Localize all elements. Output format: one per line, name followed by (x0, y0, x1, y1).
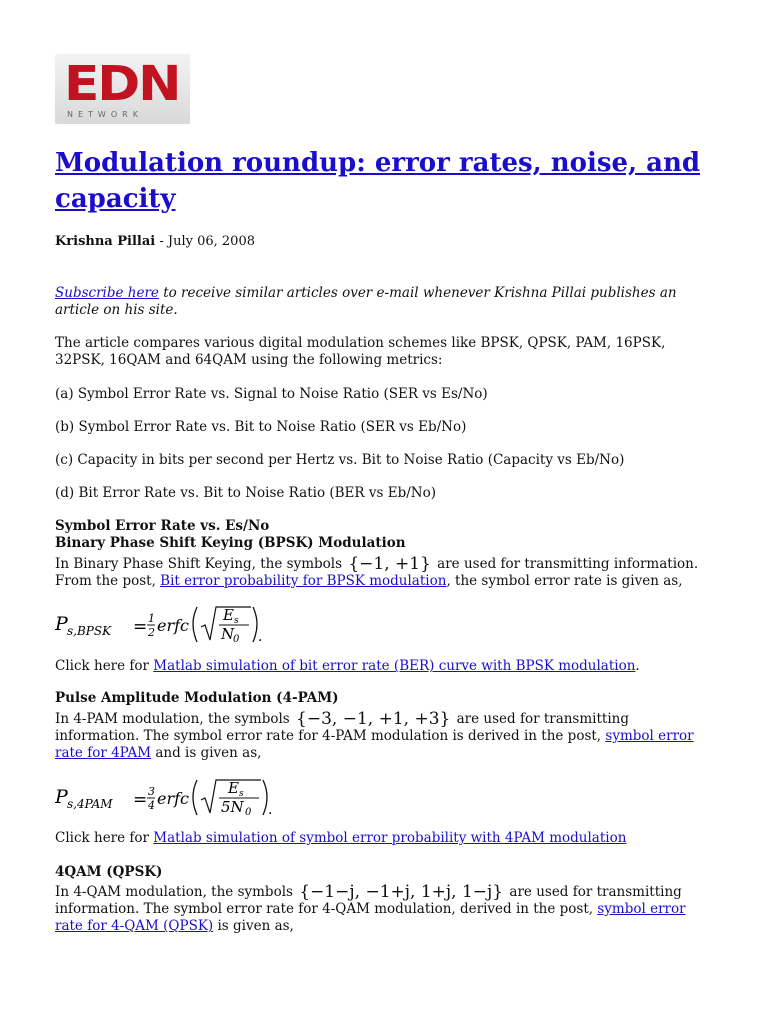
metric-item: (b) Symbol Error Rate vs. Bit to Noise Ratio (SER vs Eb/No) (55, 419, 467, 435)
bpsk-text: , the symbol error rate is given as, (446, 573, 683, 589)
logo-subtitle: NETWORK (67, 110, 143, 119)
section-heading-block (55, 518, 715, 552)
bpsk-paragraph (55, 556, 715, 590)
eq-lhs: P (55, 786, 68, 808)
bpsk-click-paragraph (55, 658, 715, 675)
pam-equation (55, 776, 285, 818)
svg-text:=: = (133, 790, 148, 810)
byline-separator: - (155, 234, 168, 249)
pam-heading-block (55, 690, 715, 707)
eq-num-sub: s (234, 616, 239, 626)
click-text: Click here for (55, 658, 154, 674)
qam-post-link[interactable]: symbol error rate for 4-QAM (QPSK) (55, 901, 686, 934)
article-title[interactable]: Modulation roundup: error rates, noise, and capacity (55, 148, 701, 214)
bpsk-equation-graphic (55, 603, 275, 645)
eq-num: E (228, 779, 239, 797)
byline (55, 234, 255, 249)
qam-paragraph (55, 884, 715, 935)
qam-symbol-set: {−1−j, −1+j, 1+j, 1−j} (299, 882, 504, 902)
eq-end: . (258, 629, 263, 645)
pam-symbol-set: {−3, −1, +1, +3} (296, 709, 451, 729)
eq-den: 5N (221, 798, 244, 816)
section-heading: Symbol Error Rate vs. Es/No (55, 518, 270, 534)
pam-equation-graphic (55, 776, 285, 818)
eq-coef-num: 3 (148, 785, 155, 798)
pam-text: are used for transmitting information. The symbol error rate for 4-PAM modulation is derived in the post, (55, 711, 629, 744)
metric-item: (c) Capacity in bits per second per Hertz vs. Bit to Noise Ratio (Capacity vs Eb/No) (55, 452, 625, 468)
bpsk-text: In Binary Phase Shift Keying, the symbols (55, 556, 347, 572)
logo-word: EDN (64, 56, 180, 112)
pam-heading: Pulse Amplitude Modulation (4-PAM) (55, 690, 339, 706)
qam-text: is given as, (213, 918, 294, 934)
eq-den-sub: 0 (245, 807, 252, 818)
eq-lhs-sub: s,BPSK (67, 624, 112, 638)
eq-lhs: P (55, 613, 68, 635)
eq-coef-den: 2 (148, 626, 155, 639)
eq-den: N (221, 625, 235, 643)
bpsk-matlab-link[interactable]: Matlab simulation of bit error rate (BER) curve with BPSK modulation (153, 658, 636, 674)
subscribe-paragraph (55, 285, 715, 319)
edn-logo[interactable] (55, 54, 190, 124)
pam-post-link[interactable]: symbol error rate for 4PAM (55, 728, 694, 761)
metric-item: (d) Bit Error Rate vs. Bit to Noise Ratio (BER vs Eb/No) (55, 485, 436, 501)
bpsk-heading: Binary Phase Shift Keying (BPSK) Modulation (55, 535, 406, 551)
bpsk-text: are used for transmitting information. From the post, (55, 556, 699, 589)
subscribe-text: to receive similar articles over e-mail whenever Krishna Pillai publishes an article on his site. (55, 285, 677, 318)
eq-coef-num: 1 (148, 612, 155, 625)
qam-text: are used for transmitting information. The symbol error rate for 4-QAM modulation, derived in the post, (55, 884, 682, 917)
pam-matlab-link[interactable]: Matlab simulation of symbol error probability with 4PAM modulation (153, 830, 627, 846)
click-text: Click here for (55, 830, 154, 846)
click-text-end: . (635, 658, 640, 674)
qam-heading-block (55, 864, 715, 881)
pam-click-paragraph (55, 830, 715, 847)
bpsk-equation (55, 603, 275, 645)
eq-fn: erfc (157, 616, 189, 635)
eq-fn: erfc (157, 789, 189, 808)
bpsk-symbol-set: {−1, +1} (348, 554, 431, 574)
eq-coef-den: 4 (148, 799, 155, 812)
subscribe-link[interactable]: Subscribe here (55, 285, 159, 301)
metric-item: (a) Symbol Error Rate vs. Signal to Noise Ratio (SER vs Es/No) (55, 386, 488, 402)
qam-text: In 4-QAM modulation, the symbols (55, 884, 298, 900)
svg-text:=: = (133, 617, 148, 637)
author-name: Krishna Pillai (55, 234, 156, 249)
eq-num-sub: s (239, 789, 244, 799)
pam-text: and is given as, (151, 745, 262, 761)
intro-paragraph: The article compares various digital modulation schemes like BPSK, QPSK, PAM, 16PSK, 32PSK, 16QAM and 64QAM using the following metrics: (55, 335, 666, 368)
eq-end: . (268, 802, 273, 818)
eq-num: E (223, 606, 234, 624)
pam-text: In 4-PAM modulation, the symbols (55, 711, 295, 727)
bpsk-post-link[interactable]: Bit error probability for BPSK modulation (160, 573, 447, 589)
eq-lhs-sub: s,4PAM (67, 797, 113, 811)
pam-paragraph (55, 711, 715, 762)
publish-date: July 06, 2008 (167, 234, 255, 249)
eq-den-sub: 0 (233, 634, 240, 645)
qam-heading: 4QAM (QPSK) (55, 864, 163, 880)
